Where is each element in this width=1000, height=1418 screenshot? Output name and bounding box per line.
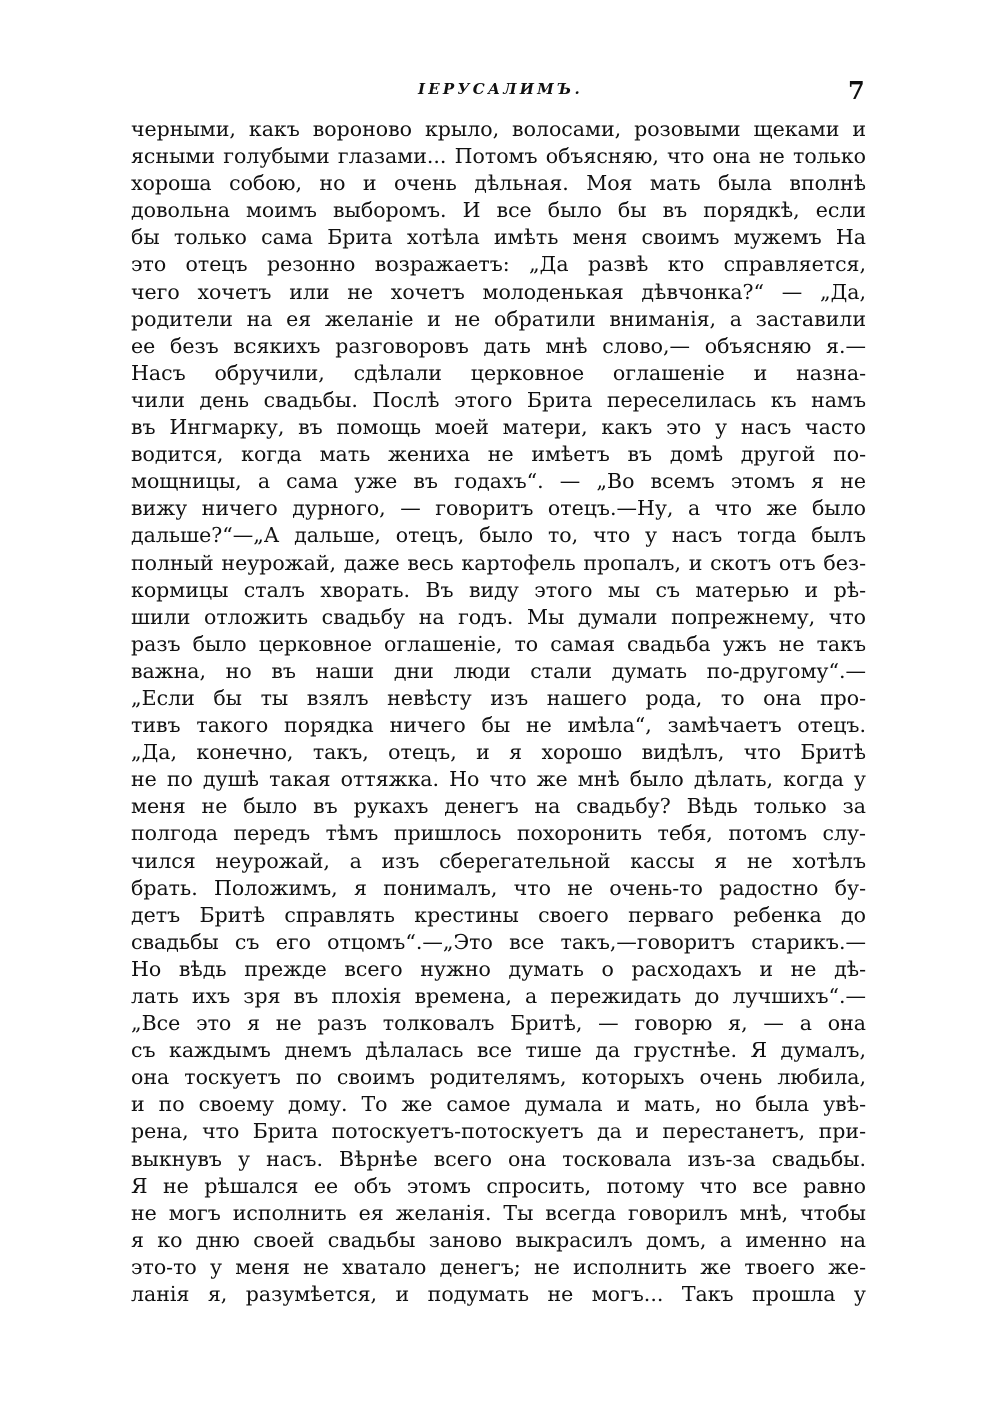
text-line: „Если бы ты взялъ невѣсту изъ нашего рода, то она про-: [131, 685, 866, 710]
text-line: не по душѣ такая оттяжка. Но что же мнѣ было дѣлать, когда у: [131, 767, 866, 792]
text-line: вижу ничего дурного, — говоритъ отецъ.—Ну, а что же было: [131, 496, 866, 521]
text-line: бы только сама Брита хотѣла имѣть меня своимъ мужемъ На: [131, 225, 866, 250]
text-line: Я не рѣшался ее объ этомъ спросить, потому что все равно: [131, 1173, 866, 1198]
text-line: „Все это я не разъ толковалъ Бритѣ, — говорю я, — а она: [131, 1011, 866, 1036]
text-line: чился неурожай, а изъ сберегательной кассы я не хотѣлъ: [131, 848, 866, 873]
text-line: Но вѣдь прежде всего нужно думать о расходахъ и не дѣ-: [131, 956, 866, 981]
text-line: съ каждымъ днемъ дѣлалась все тише да грустнѣе. Я думалъ,: [131, 1038, 866, 1063]
text-line: и по своему дому. То же самое думала и мать, но была увѣ-: [131, 1092, 866, 1117]
text-line: тивъ такого порядка ничего бы не имѣла“, замѣчаетъ отецъ.: [131, 713, 866, 738]
text-line: „Да, конечно, такъ, отецъ, и я хорошо видѣлъ, что Бритѣ: [131, 740, 866, 765]
text-line: свадьбы съ его отцомъ“.—„Это все такъ,—говоритъ старикъ.—: [131, 929, 866, 954]
text-line: полгода передъ тѣмъ пришлось похоронить тебя, потомъ слу-: [131, 821, 866, 846]
text-line: выкнувъ у насъ. Вѣрнѣе всего она тосковала изъ-за свадьбы.: [131, 1146, 866, 1171]
text-line: родители на ея желаніе и не обратили вниманія, а заставили: [131, 306, 866, 331]
text-line: я ко дню своей свадьбы заново выкрасилъ домъ, а именно на: [131, 1227, 866, 1252]
page-number: 7: [848, 76, 865, 105]
text-line: это-то у меня не хватало денегъ; не исполнить же твоего же-: [131, 1254, 866, 1279]
text-line: шили отложить свадьбу на годъ. Мы думали попрежнему, что: [131, 604, 866, 629]
text-line: ее безъ всякихъ разговоровъ дать мнѣ слово,— объясняю я.—: [131, 333, 866, 358]
text-line: черными, какъ вороново крыло, волосами, розовыми щеками и: [131, 117, 866, 141]
text-body: [131, 116, 866, 1308]
text-line: брать. Положимъ, я понималъ, что не очень-то радостно бу-: [131, 875, 866, 900]
text-line: водится, когда мать жениха не имѣетъ въ домѣ другой по-: [131, 442, 866, 467]
text-line: въ Ингмарку, въ помощь моей матери, какъ это у насъ часто: [131, 415, 866, 440]
text-line: это отецъ резонно возражаетъ: „Да развѣ кто справляется,: [131, 252, 866, 277]
text-line: не могъ исполнить ея желанія. Ты всегда говорилъ мнѣ, чтобы: [131, 1200, 866, 1225]
text-line: хороша собою, но и очень дѣльная. Моя мать была вполнѣ: [131, 171, 866, 196]
text-line: детъ Бритѣ справлять крестины своего перваго ребенка до: [131, 902, 866, 927]
text-line: полный неурожай, даже весь картофель пропалъ, и скотъ отъ без-: [131, 550, 866, 575]
text-line: чили день свадьбы. Послѣ этого Брита переселилась къ намъ: [131, 387, 866, 412]
text-line: рена, что Брита потоскуетъ-потоскуетъ да и перестанетъ, при-: [131, 1119, 866, 1144]
text-line: ясными голубыми глазами... Потомъ объясняю, что она не только: [131, 144, 866, 169]
running-title: ІЕРУСАЛИМЪ.: [418, 80, 583, 98]
text-line: ланія я, разумѣется, и подумать не могъ... Такъ прошла у: [131, 1282, 866, 1307]
text-line: важна, но въ наши дни люди стали думать по-другому“.—: [131, 658, 866, 683]
text-line: дальше?“—„А дальше, отецъ, было то, что у насъ тогда былъ: [131, 523, 866, 548]
text-line: Насъ обручили, сдѣлали церковное оглашеніе и назна-: [131, 360, 866, 385]
text-line: кормицы сталъ хворать. Въ виду этого мы съ матерью и рѣ-: [131, 577, 866, 602]
text-line: мощницы, а сама уже въ годахъ“. — „Во всемъ этомъ я не: [131, 469, 866, 494]
text-line: лать ихъ зря въ плохія времена, а пережидать до лучшихъ“.—: [131, 984, 866, 1008]
text-line: она тоскуетъ по своимъ родителямъ, которыхъ очень любила,: [131, 1065, 866, 1090]
running-head: [0, 76, 1000, 106]
text-line: чего хочетъ или не хочетъ молоденькая дѣвчонка?“ — „Да,: [131, 279, 866, 304]
text-line: меня не было въ рукахъ денегъ на свадьбу? Вѣдь только за: [131, 794, 866, 819]
text-line: разъ было церковное оглашеніе, то самая свадьба ужъ не такъ: [131, 631, 866, 656]
text-line: довольна моимъ выборомъ. И все было бы въ порядкѣ, если: [131, 198, 866, 223]
